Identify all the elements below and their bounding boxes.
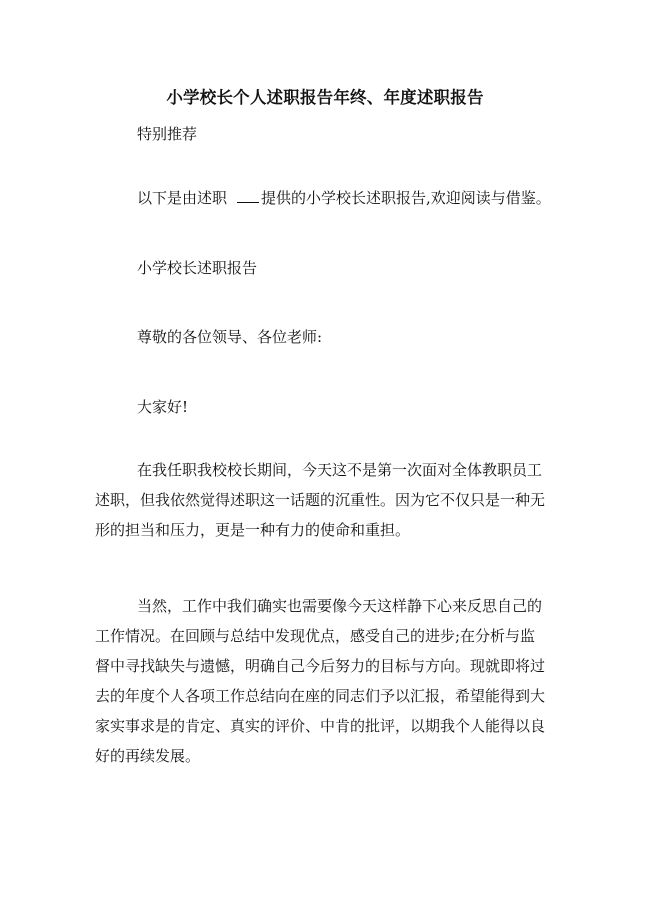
- paragraph-2-line: 当然，工作中我们确实也需要像今天这样静下心来反思自己的: [137, 597, 543, 615]
- paragraph-2: [95, 591, 565, 771]
- document-title: 小学校长个人述职报告年终、年度述职报告: [166, 88, 484, 107]
- paragraph-2-line: 工作情况。在回顾与总结中发现优点，感受自己的进步;在分析与监: [95, 627, 536, 645]
- paragraph-2-line: 去的年度个人各项工作总结向在座的同志们予以汇报，希望能得到大: [95, 687, 546, 705]
- greeting: 大家好!: [137, 398, 189, 416]
- blank-underline: [237, 188, 259, 203]
- report-subtitle: 小学校长述职报告: [137, 259, 258, 277]
- paragraph-1-line: 述职，但我依然觉得述职这一话题的沉重性。因为它不仅只是一种无: [95, 491, 546, 509]
- paragraph-1-line: 在我任职我校校长期间，今天这不是第一次面对全体教职员工: [137, 461, 543, 479]
- paragraph-1-line: 形的担当和压力，更是一种有力的使命和重担。: [95, 521, 411, 539]
- paragraph-1: [95, 455, 565, 545]
- intro-text-before: 以下是由述职: [137, 189, 228, 207]
- recommend-label: 特别推荐: [137, 125, 198, 143]
- paragraph-2-line: 家实事求是的肯定、真实的评价、中肯的批评，以期我个人能得以良: [95, 717, 546, 735]
- paragraph-2-line: 好的再续发展。: [95, 747, 201, 765]
- intro-text-after: 提供的小学校长述职报告,欢迎阅读与借鉴。: [261, 189, 551, 207]
- paragraph-2-line: 督中寻找缺失与遗憾，明确自己今后努力的目标与方向。现就即将过: [95, 657, 546, 675]
- salutation: 尊敬的各位领导、各位老师:: [137, 328, 323, 346]
- intro-paragraph: [137, 186, 551, 210]
